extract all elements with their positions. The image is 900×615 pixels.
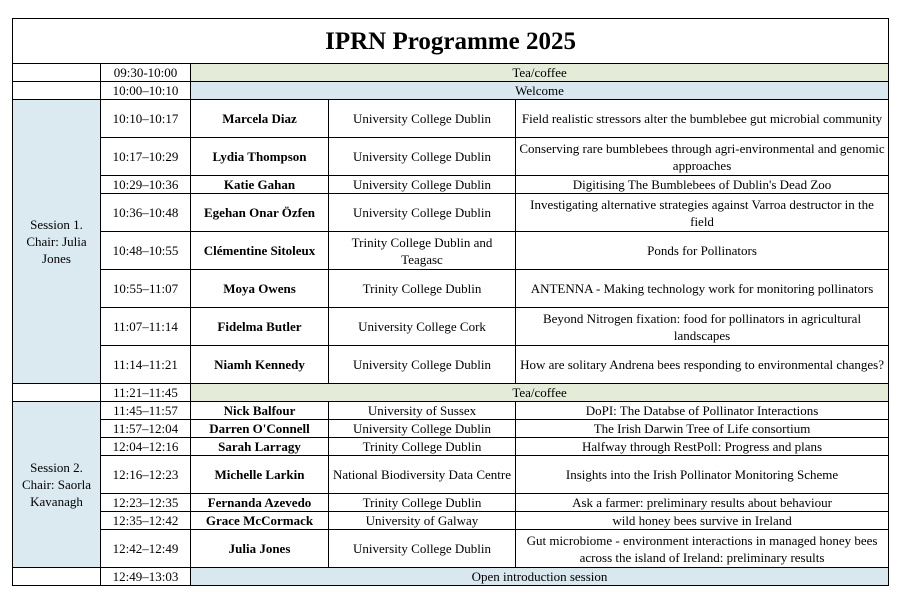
speaker-cell: Moya Owens <box>191 270 329 308</box>
speaker-cell: Julia Jones <box>191 530 329 568</box>
break-row-open-session <box>13 568 889 586</box>
time-cell: 10:17–10:29 <box>101 138 191 176</box>
break-row-tea-2 <box>13 384 889 402</box>
time-cell: 12:35–12:42 <box>101 512 191 530</box>
session-1-chair-line: Jones <box>42 251 71 266</box>
table-row <box>13 100 889 138</box>
session-2-label: Session 2. <box>30 460 83 475</box>
affiliation-cell: Trinity College Dublin <box>329 270 516 308</box>
programme-document <box>12 18 888 586</box>
session-1-chair-cell <box>13 100 101 384</box>
table-row <box>13 420 889 438</box>
table-row <box>13 438 889 456</box>
affiliation-cell: University of Galway <box>329 512 516 530</box>
time-cell: 10:55–11:07 <box>101 270 191 308</box>
affiliation-cell: Trinity College Dublin <box>329 494 516 512</box>
session-2-chair-line: Kavanagh <box>30 494 83 509</box>
empty-session-cell <box>13 64 101 82</box>
talk-title-cell: Conserving rare bumblebees through agri-environmental and genomic approaches <box>516 138 889 176</box>
speaker-cell: Egehan Onar Özfen <box>191 194 329 232</box>
session-2-chair-line: Chair: Saorla <box>22 477 91 492</box>
speaker-cell: Clémentine Sitoleux <box>191 232 329 270</box>
speaker-cell: Grace McCormack <box>191 512 329 530</box>
time-cell: 10:29–10:36 <box>101 176 191 194</box>
programme-table <box>12 18 889 586</box>
talk-title-cell: DoPI: The Databse of Pollinator Interactions <box>516 402 889 420</box>
affiliation-cell: Trinity College Dublin and Teagasc <box>329 232 516 270</box>
speaker-cell: Lydia Thompson <box>191 138 329 176</box>
time-cell: 12:49–13:03 <box>101 568 191 586</box>
affiliation-cell: University of Sussex <box>329 402 516 420</box>
talk-title-cell: Halfway through RestPoll: Progress and plans <box>516 438 889 456</box>
time-cell: 11:07–11:14 <box>101 308 191 346</box>
affiliation-cell: National Biodiversity Data Centre <box>329 456 516 494</box>
session-1-chair-line: Chair: Julia <box>26 234 87 249</box>
talk-title-cell: Ponds for Pollinators <box>516 232 889 270</box>
speaker-cell: Fernanda Azevedo <box>191 494 329 512</box>
affiliation-cell: University College Dublin <box>329 530 516 568</box>
speaker-cell: Niamh Kennedy <box>191 346 329 384</box>
session-1-label: Session 1. <box>30 217 83 232</box>
session-2-chair-cell <box>13 402 101 568</box>
time-cell: 11:14–11:21 <box>101 346 191 384</box>
time-cell: 12:04–12:16 <box>101 438 191 456</box>
table-row <box>13 512 889 530</box>
welcome-label: Welcome <box>191 82 889 100</box>
page-title: IPRN Programme 2025 <box>13 19 889 64</box>
break-row-tea-1 <box>13 64 889 82</box>
talk-title-cell: wild honey bees survive in Ireland <box>516 512 889 530</box>
affiliation-cell: University College Dublin <box>329 100 516 138</box>
time-cell: 10:36–10:48 <box>101 194 191 232</box>
open-session-label: Open introduction session <box>191 568 889 586</box>
speaker-cell: Sarah Larragy <box>191 438 329 456</box>
time-cell: 11:45–11:57 <box>101 402 191 420</box>
table-row <box>13 194 889 232</box>
break-row-welcome <box>13 82 889 100</box>
time-cell: 12:42–12:49 <box>101 530 191 568</box>
speaker-cell: Katie Gahan <box>191 176 329 194</box>
talk-title-cell: Insights into the Irish Pollinator Monitoring Scheme <box>516 456 889 494</box>
table-row <box>13 494 889 512</box>
table-row <box>13 402 889 420</box>
speaker-cell: Nick Balfour <box>191 402 329 420</box>
talk-title-cell: Digitising The Bumblebees of Dublin's Dead Zoo <box>516 176 889 194</box>
affiliation-cell: University College Dublin <box>329 346 516 384</box>
time-cell: 12:16–12:23 <box>101 456 191 494</box>
time-cell: 09:30-10:00 <box>101 64 191 82</box>
talk-title-cell: How are solitary Andrena bees responding to environmental changes? <box>516 346 889 384</box>
tea-break-label: Tea/coffee <box>191 64 889 82</box>
empty-session-cell <box>13 82 101 100</box>
affiliation-cell: University College Dublin <box>329 138 516 176</box>
table-row <box>13 176 889 194</box>
table-row <box>13 308 889 346</box>
talk-title-cell: The Irish Darwin Tree of Life consortium <box>516 420 889 438</box>
table-row <box>13 456 889 494</box>
time-cell: 10:48–10:55 <box>101 232 191 270</box>
table-row <box>13 530 889 568</box>
talk-title-cell: Field realistic stressors alter the bumblebee gut microbial community <box>516 100 889 138</box>
time-cell: 12:23–12:35 <box>101 494 191 512</box>
time-cell: 11:21–11:45 <box>101 384 191 402</box>
time-cell: 10:10–10:17 <box>101 100 191 138</box>
table-row <box>13 138 889 176</box>
speaker-cell: Marcela Diaz <box>191 100 329 138</box>
talk-title-cell: Ask a farmer: preliminary results about behaviour <box>516 494 889 512</box>
talk-title-cell: Beyond Nitrogen fixation: food for pollinators in agricultural landscapes <box>516 308 889 346</box>
speaker-cell: Fidelma Butler <box>191 308 329 346</box>
talk-title-cell: ANTENNA - Making technology work for monitoring pollinators <box>516 270 889 308</box>
talk-title-cell: Gut microbiome - environment interactions in managed honey bees across the island of Ireland: preliminary results <box>516 530 889 568</box>
table-row <box>13 270 889 308</box>
affiliation-cell: University College Dublin <box>329 194 516 232</box>
affiliation-cell: University College Cork <box>329 308 516 346</box>
affiliation-cell: University College Dublin <box>329 176 516 194</box>
title-row <box>13 19 889 64</box>
speaker-cell: Darren O'Connell <box>191 420 329 438</box>
table-row <box>13 232 889 270</box>
affiliation-cell: University College Dublin <box>329 420 516 438</box>
time-cell: 10:00–10:10 <box>101 82 191 100</box>
table-row <box>13 346 889 384</box>
empty-session-cell <box>13 568 101 586</box>
affiliation-cell: Trinity College Dublin <box>329 438 516 456</box>
talk-title-cell: Investigating alternative strategies against Varroa destructor in the field <box>516 194 889 232</box>
speaker-cell: Michelle Larkin <box>191 456 329 494</box>
time-cell: 11:57–12:04 <box>101 420 191 438</box>
empty-session-cell <box>13 384 101 402</box>
tea-break-label: Tea/coffee <box>191 384 889 402</box>
